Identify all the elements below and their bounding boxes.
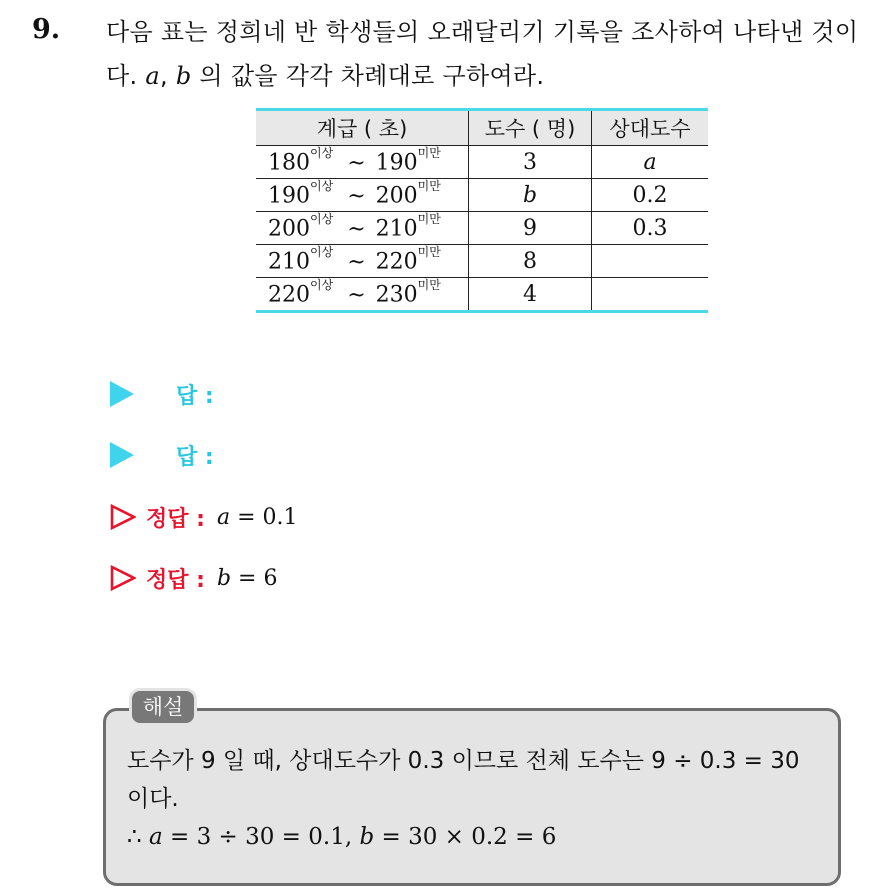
table-row	[256, 179, 708, 212]
explanation-line-3-mid: = 3 ÷ 30 = 0.1,	[162, 824, 360, 850]
relative-frequency-cell	[592, 278, 709, 312]
sup-under: 미만	[417, 179, 441, 194]
answer-row-1	[110, 377, 214, 411]
tilde: ~	[347, 216, 366, 242]
question-text-part1: 다음 표는 정희네 반 학생들의 오래달리기 기록을 조사하여 나타낸 것이다.	[106, 18, 859, 90]
explanation-line-3-end: = 30 × 0.2 = 6	[374, 824, 557, 850]
table-row	[256, 245, 708, 278]
interval-to: 190	[375, 150, 418, 176]
relative-frequency-cell: 0.2	[592, 179, 709, 212]
class-interval-cell	[256, 278, 469, 312]
interval-to: 210	[375, 216, 418, 242]
explanation-line-2: 이다.	[127, 786, 179, 812]
question-comma: ,	[159, 62, 176, 90]
relative-frequency-cell	[592, 245, 709, 278]
correct-answer-row-1	[110, 500, 298, 534]
frequency-table	[256, 108, 708, 313]
tilde: ~	[347, 183, 366, 209]
answer-label: 답 :	[176, 383, 214, 409]
sup-over: 이상	[310, 146, 334, 161]
explanation-line-1: 도수가 9 일 때, 상대도수가 0.3 이므로 전체 도수는 9 ÷ 0.3 = 30	[127, 748, 800, 774]
table-row	[256, 146, 708, 179]
class-interval-cell	[256, 146, 469, 179]
sup-under: 미만	[417, 245, 441, 260]
sup-over: 이상	[310, 278, 334, 293]
sup-over: 이상	[310, 179, 334, 194]
correct-label: 정답 :	[146, 506, 205, 532]
question-number: 9.	[32, 14, 61, 45]
tilde: ~	[347, 282, 366, 308]
answer-row-2	[110, 438, 214, 472]
question-var-a: a	[145, 62, 160, 90]
sup-over: 이상	[310, 212, 334, 227]
header-class: 계급 ( 초)	[256, 110, 469, 146]
table-row	[256, 278, 708, 312]
class-interval-cell	[256, 179, 469, 212]
frequency-cell: 4	[469, 278, 592, 312]
answer-label: 답 :	[176, 444, 214, 470]
triangle-marker-icon	[110, 381, 134, 407]
class-interval-cell	[256, 245, 469, 278]
interval-from: 190	[268, 183, 310, 209]
header-frequency: 도수 ( 명)	[469, 110, 592, 146]
therefore-sign: ∴	[127, 824, 149, 850]
relative-frequency-cell: a	[592, 146, 709, 179]
interval-to: 200	[375, 183, 418, 209]
explanation-tag: 해설	[129, 688, 197, 726]
table-row	[256, 212, 708, 245]
tilde: ~	[347, 150, 366, 176]
sup-under: 미만	[417, 146, 441, 161]
correct-answer-value	[217, 566, 278, 591]
correct-answer-var: b	[216, 565, 232, 591]
correct-answer-value	[217, 505, 298, 530]
correct-answer-row-2	[110, 561, 277, 595]
interval-from: 220	[268, 282, 310, 308]
correct-label: 정답 :	[146, 567, 205, 593]
table-body	[256, 146, 708, 312]
interval-to: 220	[375, 249, 418, 275]
correct-answer-var: a	[216, 504, 231, 530]
frequency-cell: 3	[469, 146, 592, 179]
tilde: ~	[347, 249, 366, 275]
triangle-marker-icon	[110, 442, 134, 468]
explanation-var-a: a	[148, 824, 163, 850]
table-header-row	[256, 110, 708, 146]
interval-to: 230	[375, 282, 418, 308]
sup-over: 이상	[310, 245, 334, 260]
open-triangle-icon	[110, 565, 136, 591]
header-relative-frequency: 상대도수	[592, 110, 709, 146]
relative-frequency-cell: 0.3	[592, 212, 709, 245]
frequency-cell: 9	[469, 212, 592, 245]
frequency-cell: 8	[469, 245, 592, 278]
question-text-part2: 의 값을 각각 차례대로 구하여라.	[191, 62, 545, 90]
sup-under: 미만	[417, 278, 441, 293]
explanation-var-b: b	[359, 824, 375, 850]
frequency-cell: b	[469, 179, 592, 212]
question-text	[106, 10, 866, 98]
explanation-text	[127, 742, 833, 856]
open-triangle-icon	[110, 504, 136, 530]
correct-answer-rest: = 0.1	[230, 504, 298, 530]
explanation-line-3	[127, 818, 833, 856]
correct-answer-rest: = 6	[231, 565, 278, 591]
interval-from: 210	[268, 249, 310, 275]
interval-from: 180	[268, 150, 310, 176]
interval-from: 200	[268, 216, 310, 242]
question-var-b: b	[175, 62, 192, 90]
class-interval-cell	[256, 212, 469, 245]
sup-under: 미만	[417, 212, 441, 227]
